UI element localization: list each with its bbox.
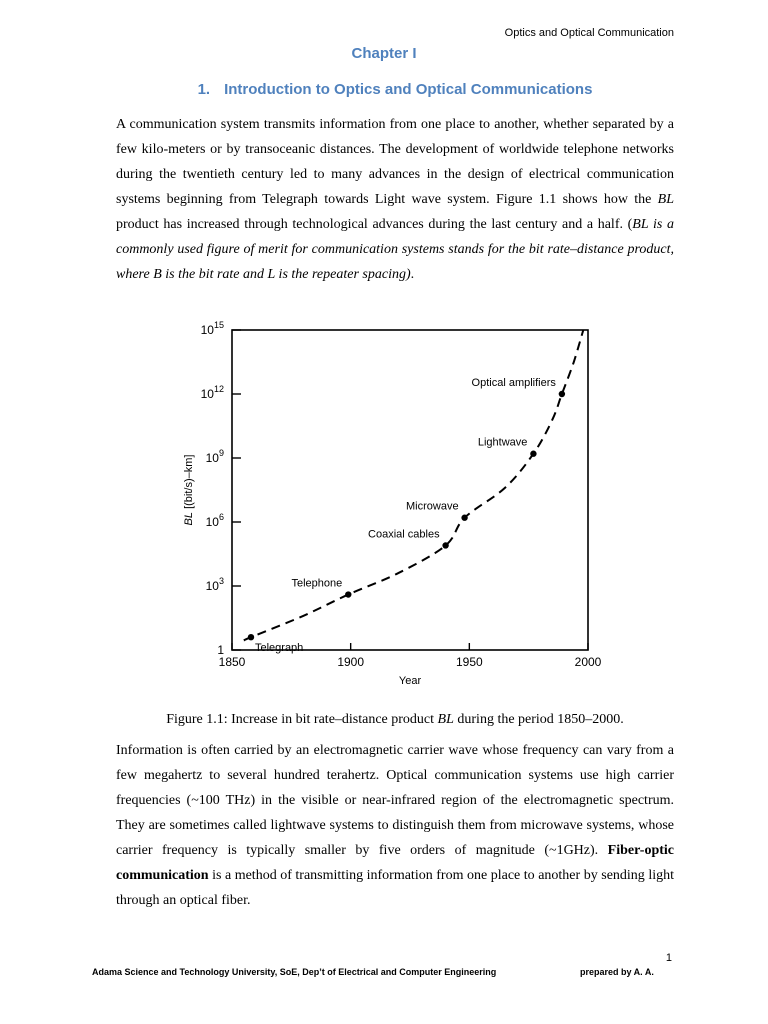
- milestone-point-1: [345, 591, 351, 597]
- figure-caption: [0, 712, 768, 728]
- section-title-text: Introduction to Optics and Optical Communications: [224, 81, 593, 98]
- y-tick-label-2: $10^6$: [205, 512, 224, 529]
- caption-text-b: during the period 1850–2000.: [453, 712, 624, 727]
- milestone-point-4: [530, 451, 536, 457]
- figure-1-1: [176, 318, 616, 708]
- milestones: [248, 377, 565, 654]
- caption-text-a: Figure 1.1: Increase in bit rate–distance product: [166, 712, 438, 727]
- caption-bl-term: BL: [437, 712, 454, 727]
- milestone-label-1: Telephone: [291, 577, 343, 590]
- y-axis-label-unit: [(bit/s)–km]: [183, 454, 195, 512]
- x-tick-label-1: 1900: [337, 655, 365, 669]
- y-tick-label-3: $10^9$: [205, 448, 224, 465]
- y-axis-label: [183, 455, 195, 526]
- chapter-heading: Chapter I: [351, 45, 417, 62]
- axis-ticks: [201, 320, 602, 669]
- y-tick-label-5: $10^{15}$: [200, 320, 224, 337]
- carrier-text-b: is a method of transmitting information from one place to another by sending light through an optical fiber.: [116, 868, 674, 908]
- intro-text-a: A communication system transmits information from one place to another, whether separated by a few kilo-meters or by transoceanic distances. The development of worldwide telephone networks during the twentieth century led to many advances in the design of electrical communication systems beginning from Telegraph towards Light wave system. Figure 1.1 shows how the: [116, 117, 674, 207]
- x-tick-label-2: 1950: [455, 655, 483, 669]
- x-tick-label-0: 1850: [218, 655, 246, 669]
- y-axis-label-bl: BL: [183, 511, 195, 526]
- intro-bl-definition: BL is a commonly used figure of merit for communication systems stands for the bit rate–distance product, where B is the bit rate and L is the repeater spacing): [116, 217, 674, 282]
- intro-text-c: .: [410, 267, 415, 282]
- section-number: 1.: [197, 81, 211, 98]
- footer-author: prepared by A. A.: [580, 967, 654, 977]
- intro-paragraph: [116, 112, 674, 287]
- milestone-point-5: [559, 391, 565, 397]
- x-tick-label-3: 2000: [574, 655, 602, 669]
- carrier-paragraph: [116, 738, 674, 913]
- fiber-optic-term: Fiber-optic communication: [116, 843, 674, 883]
- milestone-point-2: [442, 542, 448, 548]
- intro-bl-term: BL: [657, 192, 674, 207]
- milestone-point-0: [248, 634, 254, 640]
- bl-growth-chart: [176, 318, 616, 708]
- y-tick-label-4: $10^{12}$: [200, 384, 224, 401]
- milestone-point-3: [461, 515, 467, 521]
- milestone-label-3: Microwave: [406, 500, 459, 513]
- milestone-label-2: Coaxial cables: [368, 528, 440, 541]
- x-axis-label: Year: [398, 675, 422, 687]
- intro-text-b: product has increased through technological advances during the last century and a half. (: [116, 217, 633, 232]
- y-tick-label-0: 1: [217, 643, 224, 657]
- milestone-label-0: Telegraph: [254, 642, 304, 655]
- y-tick-label-1: $10^3$: [205, 576, 224, 593]
- milestone-label-4: Lightwave: [477, 436, 528, 449]
- page-number: 1: [665, 952, 672, 964]
- milestone-label-5: Optical amplifiers: [471, 377, 556, 389]
- section-heading: [0, 81, 768, 98]
- carrier-text-a: Information is often carried by an electromagnetic carrier wave whose frequency can vary from a few megahertz to several hundred terahertz. Optical communication systems use high carrier frequencies (~100 THz) in the visible or near-infrared region of the electromagnetic spectrum. They are sometimes called lightwave systems to distinguish them from microwave systems, whose carrier frequency is typically smaller by five orders of magnitude (~1GHz).: [116, 743, 674, 858]
- footer-institution: Adama Science and Technology University, SoE, Dep’t of Electrical and Computer Engineering: [92, 967, 497, 977]
- running-header: Optics and Optical Communication: [504, 27, 674, 39]
